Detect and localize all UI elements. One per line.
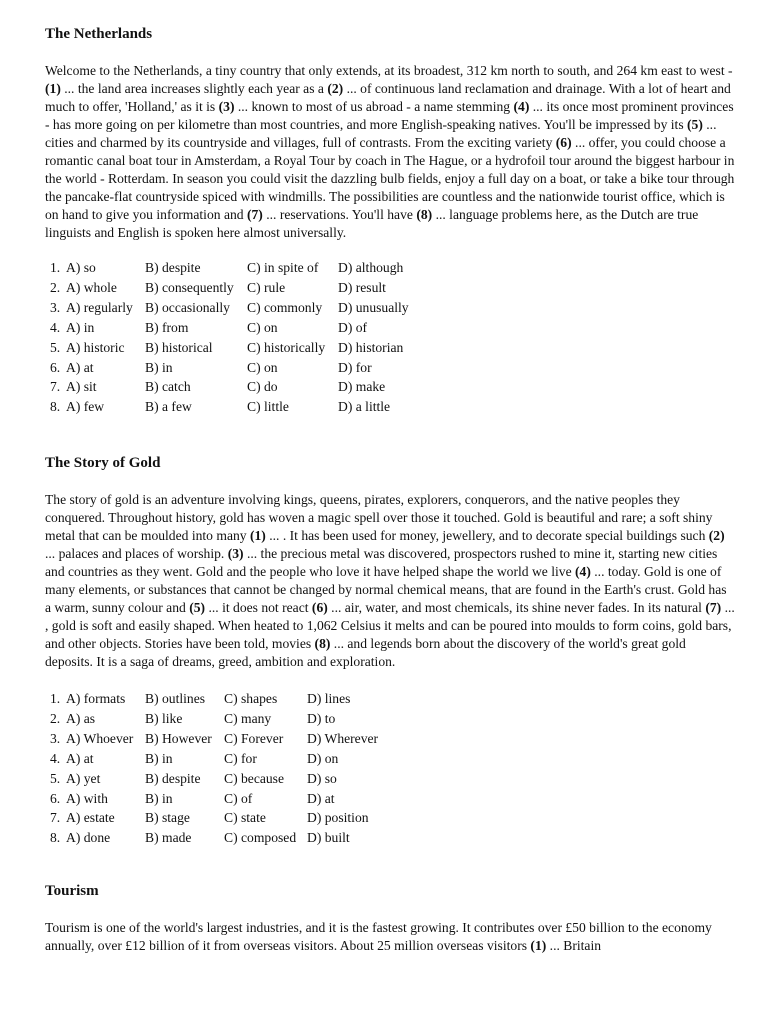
blank-number: (2)	[708, 528, 725, 543]
option-d: D) Wherever	[307, 730, 379, 746]
question-row	[45, 258, 409, 278]
text-run: ... of continuous land reclamation and drainage. With a lot of heart and much to offer, 'Holland,' as it is	[45, 81, 731, 114]
question-number: 5.	[50, 770, 61, 786]
option-b: B) in	[145, 750, 173, 766]
question-number: 4.	[50, 750, 61, 766]
question-row	[45, 358, 409, 378]
question-number: 8.	[50, 399, 61, 415]
option-d: D) position	[307, 810, 369, 826]
option-c: C) in spite of	[247, 260, 319, 275]
section-netherlands	[45, 24, 735, 417]
question-number: 1.	[50, 260, 61, 275]
text-run: Tourism is one of the world's largest industries, and it is the fastest growing. It contributes over £50 billion to the economy annually, over £12 billion of it from overseas visitors. About 25 million overseas visitors	[45, 920, 712, 953]
option-d: D) make	[338, 379, 386, 395]
option-b: B) in	[145, 359, 173, 375]
question-number: 6.	[50, 790, 61, 806]
section-title: Tourism	[45, 883, 99, 899]
text-run: ... cities and charmed by its countryside and villages, full of contrasts. From the exciting variety	[45, 117, 717, 150]
text-run: ... , gold is soft and easily shaped. When heated to 1,062 Celsius it melts and can be poured into moulds to form coins, gold bars, and other objects. Stories have been told, movies	[45, 600, 735, 651]
option-a: A) as	[66, 710, 96, 726]
option-a: A) done	[66, 830, 111, 846]
option-b: B) outlines	[145, 691, 206, 706]
text-run: ... palaces and places of worship.	[45, 546, 228, 561]
option-d: D) although	[338, 260, 404, 275]
blank-number: (6)	[555, 135, 572, 150]
option-a: A) yet	[66, 770, 101, 786]
option-b: B) stage	[145, 810, 190, 826]
question-number: 2.	[50, 279, 61, 295]
text-run: ... air, water, and most chemicals, its shine never fades. In its natural	[327, 600, 706, 615]
question-row	[45, 278, 409, 298]
option-a: A) sit	[66, 379, 97, 395]
section-title: The Netherlands	[45, 26, 153, 42]
option-a: A) estate	[66, 810, 115, 826]
option-b: B) historical	[145, 339, 213, 355]
question-number: 3.	[50, 730, 61, 746]
option-b: B) in	[145, 790, 173, 806]
text-run: ... Britain	[546, 938, 602, 953]
option-a: A) with	[66, 790, 108, 806]
option-a: A) in	[66, 319, 95, 335]
question-number: 6.	[50, 359, 61, 375]
text-run: ... . It has been used for money, jewellery, and to decorate special buildings such	[265, 528, 709, 543]
option-c: C) composed	[224, 830, 297, 846]
option-b: B) from	[145, 319, 189, 335]
blank-number: (6)	[311, 600, 328, 615]
option-d: D) for	[338, 359, 372, 375]
text-run: ... and legends born about the discovery of the world's great gold deposits. It is a saga of dreams, greed, ambition and exploration.	[45, 636, 686, 669]
blank-number: (1)	[249, 528, 266, 543]
blank-number: (1)	[45, 81, 61, 96]
option-d: D) at	[307, 790, 335, 806]
option-c: C) Forever	[224, 730, 284, 746]
blank-number: (3)	[227, 546, 244, 561]
option-a: A) so	[66, 260, 96, 275]
question-row	[45, 377, 409, 397]
blank-number: (4)	[513, 99, 530, 114]
option-c: C) of	[224, 790, 253, 806]
question-row	[45, 318, 409, 338]
section-story-of-gold	[45, 453, 735, 848]
section-paragraph	[45, 62, 735, 242]
text-run: Welcome to the Netherlands, a tiny country that only extends, at its broadest, 312 km north to south, and 264 km east to west -	[45, 63, 733, 78]
text-run: ... today. Gold is one of many elements, or substances that cannot be changed by normal chemical means, that are found in the Earth's crust. Gold has a warm, sunny colour and	[45, 564, 727, 615]
section-title: The Story of Gold	[45, 455, 161, 471]
blank-number: (7)	[246, 207, 263, 222]
option-d: D) built	[307, 830, 350, 846]
blank-number: (8)	[416, 207, 433, 222]
text-run: ... its once most prominent provinces - has more going on per kilometre than most countries, and more English-speaking natives. You'll be impressed by its	[45, 99, 734, 132]
option-a: A) historic	[66, 339, 125, 355]
blank-number: (3)	[218, 99, 235, 114]
options-table	[45, 258, 409, 417]
question-number: 7.	[50, 379, 61, 395]
question-number: 2.	[50, 710, 61, 726]
option-c: C) many	[224, 710, 272, 726]
option-d: D) to	[307, 710, 336, 726]
option-b: B) like	[145, 710, 183, 726]
option-c: C) on	[247, 359, 278, 375]
option-c: C) rule	[247, 279, 286, 295]
option-c: C) on	[247, 319, 278, 335]
blank-number: (1)	[530, 938, 547, 953]
question-number: 7.	[50, 810, 61, 826]
options-table	[45, 689, 378, 848]
question-row	[45, 769, 378, 789]
option-c: C) state	[224, 810, 266, 826]
option-c: C) little	[247, 399, 289, 415]
question-row	[45, 729, 378, 749]
option-a: A) whole	[66, 279, 117, 295]
blank-number: (8)	[314, 636, 331, 651]
question-number: 1.	[50, 691, 61, 706]
option-b: B) made	[145, 830, 192, 846]
option-c: C) historically	[247, 339, 326, 355]
option-a: A) formats	[66, 691, 126, 706]
question-row	[45, 828, 378, 848]
option-b: B) occasionally	[145, 299, 230, 315]
option-d: D) on	[307, 750, 339, 766]
option-a: A) regularly	[66, 299, 133, 315]
option-a: A) few	[66, 399, 105, 415]
option-c: C) shapes	[224, 691, 278, 706]
question-number: 5.	[50, 339, 61, 355]
question-number: 8.	[50, 830, 61, 846]
option-a: A) at	[66, 750, 94, 766]
option-d: D) of	[338, 319, 368, 335]
option-d: D) unusually	[338, 299, 409, 315]
option-a: A) at	[66, 359, 94, 375]
question-row	[45, 789, 378, 809]
text-run: ... offer, you could choose a romantic canal boat tour in Amsterdam, a Royal Tour by coach in The Hague, or a hydrofoil tour around the biggest harbour in the world - Rotterdam. In season you could visit the dazzling bulb fields, enjoy a full day on a boat, or take a bike tour through the pancake-flat countryside spiced with windmills. The possibilities are countless and the nationwide tourist office, which is on hand to give you information and	[45, 135, 735, 222]
option-b: B) catch	[145, 379, 191, 395]
option-a: A) Whoever	[66, 730, 134, 746]
option-d: D) so	[307, 770, 337, 786]
option-c: C) because	[224, 770, 285, 786]
option-d: D) result	[338, 279, 386, 295]
option-c: C) for	[224, 750, 257, 766]
text-run: ... it does not react	[205, 600, 312, 615]
question-number: 4.	[50, 319, 61, 335]
option-c: C) commonly	[247, 299, 323, 315]
option-b: B) despite	[145, 770, 201, 786]
blank-number: (4)	[575, 564, 591, 579]
section-tourism	[45, 881, 735, 955]
question-row	[45, 397, 409, 417]
text-run: ... known to most of us abroad - a name stemming	[234, 99, 514, 114]
option-b: B) despite	[145, 260, 201, 275]
text-run: ... the land area increases slightly each year as a	[60, 81, 328, 96]
question-row	[45, 689, 378, 709]
section-paragraph	[45, 491, 735, 671]
question-row	[45, 338, 409, 358]
blank-number: (5)	[189, 600, 206, 615]
option-d: D) a little	[338, 399, 391, 415]
question-row	[45, 808, 378, 828]
option-d: D) historian	[338, 339, 404, 355]
section-paragraph	[45, 919, 735, 955]
text-run: ... reservations. You'll have	[262, 207, 417, 222]
question-number: 3.	[50, 299, 61, 315]
blank-number: (7)	[705, 600, 722, 615]
text-run: The story of gold is an adventure involving kings, queens, pirates, explorers, conquerors, and the native peoples they conquered. Throughout history, gold has woven a magic spell over those it touched. Gold is beautiful and rare; a soft shiny metal that can be moulded into many	[45, 492, 713, 543]
option-d: D) lines	[307, 691, 351, 706]
option-b: B) consequently	[145, 279, 234, 295]
text-run: ... the precious metal was discovered, prospectors rushed to mine it, starting new cities and countries as they went. Gold and the people who love it have helped shape the world we live	[45, 546, 718, 579]
question-row	[45, 709, 378, 729]
option-b: B) However	[145, 730, 212, 746]
blank-number: (2)	[327, 81, 344, 96]
blank-number: (5)	[687, 117, 703, 132]
option-b: B) a few	[145, 399, 192, 415]
question-row	[45, 298, 409, 318]
text-run: ... language problems here, as the Dutch are true linguists and English is spoken here almost universally.	[45, 207, 699, 240]
question-row	[45, 749, 378, 769]
option-c: C) do	[247, 379, 278, 395]
